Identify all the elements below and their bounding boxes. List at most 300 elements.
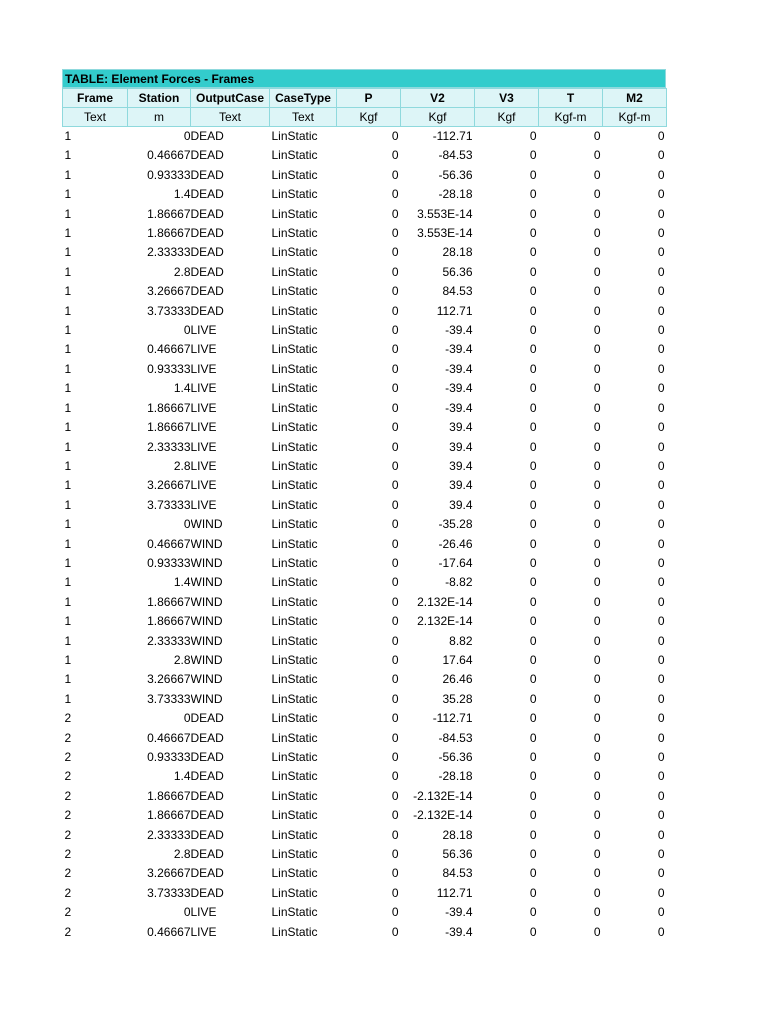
t-cell: 0 [593,420,601,435]
table-row [63,379,667,398]
column-units-row [63,108,667,127]
v3-cell: 0 [529,439,537,454]
m2-cell: 0 [657,517,665,532]
m2-cell: 0 [657,439,665,454]
table-row [63,787,667,806]
outputcase-cell: WIND [190,517,223,532]
p-cell: 0 [391,323,399,338]
v2-cell: -8.82 [445,575,473,590]
p-cell: 0 [391,808,399,823]
v2-cell: -28.18 [438,187,473,202]
frame-cell: 1 [64,148,72,163]
m2-cell: 0 [657,206,665,221]
casetype-cell: LinStatic [271,439,318,454]
casetype-cell: LinStatic [271,691,318,706]
outputcase-cell: LIVE [190,400,217,415]
v2-cell: 17.64 [442,652,473,667]
casetype-cell: LinStatic [271,458,318,473]
p-cell: 0 [391,750,399,764]
v3-cell: 0 [529,555,537,570]
col-header-v3: V3 [475,89,539,108]
frame-cell: 1 [64,264,72,279]
table-row [63,884,667,903]
frame-cell: 1 [64,400,72,415]
p-cell: 0 [391,847,399,862]
m2-cell: 0 [657,478,665,493]
station-cell: 1.86667 [147,808,191,823]
v2-cell: -35.28 [438,517,473,532]
m2-cell: 0 [657,361,665,376]
p-cell: 0 [391,167,399,182]
p-cell: 0 [391,788,399,803]
p-cell: 0 [391,536,399,551]
m2-cell: 0 [657,400,665,415]
t-cell: 0 [593,284,601,299]
frame-cell: 1 [64,303,72,318]
t-cell: 0 [593,750,601,764]
outputcase-cell: LIVE [190,458,217,473]
col-header-t: T [539,89,603,108]
p-cell: 0 [391,672,399,687]
table-row [63,185,667,204]
v2-cell: -39.4 [445,400,473,415]
outputcase-cell: DEAD [190,730,224,745]
v3-cell: 0 [529,458,537,473]
p-cell: 0 [391,226,399,241]
p-cell: 0 [391,575,399,590]
v2-cell: -112.71 [432,711,473,726]
casetype-cell: LinStatic [271,866,318,881]
t-cell: 0 [593,788,601,803]
v3-cell: 0 [529,866,537,881]
outputcase-cell: LIVE [190,439,217,454]
table-row [63,690,667,709]
unit-station: m [128,108,191,127]
station-cell: 0.93333 [147,555,191,570]
t-cell: 0 [593,478,601,493]
table-row [63,612,667,631]
casetype-cell: LinStatic [271,497,318,512]
m2-cell: 0 [657,129,665,143]
p-cell: 0 [391,400,399,415]
m2-cell: 0 [657,148,665,163]
casetype-cell: LinStatic [271,827,318,842]
unit-t: Kgf-m [539,108,603,127]
t-cell: 0 [593,614,601,629]
casetype-cell: LinStatic [271,575,318,590]
p-cell: 0 [391,730,399,745]
casetype-cell: LinStatic [271,167,318,182]
table-row [63,302,667,321]
outputcase-cell: LIVE [190,361,217,376]
frame-cell: 1 [64,420,72,435]
m2-cell: 0 [657,226,665,241]
col-header-p: P [337,89,401,108]
frame-cell: 1 [64,478,72,493]
t-cell: 0 [593,206,601,221]
v3-cell: 0 [529,652,537,667]
table-row [63,282,667,301]
frame-cell: 2 [64,847,72,862]
table-row [63,573,667,592]
outputcase-cell: DEAD [190,245,224,260]
t-cell: 0 [593,575,601,590]
v2-cell: 56.36 [442,847,473,862]
t-cell: 0 [593,517,601,532]
m2-cell: 0 [657,652,665,667]
frame-cell: 1 [64,381,72,396]
frame-cell: 2 [64,827,72,842]
m2-cell: 0 [657,555,665,570]
v3-cell: 0 [529,361,537,376]
frame-cell: 2 [64,711,72,726]
casetype-cell: LinStatic [271,769,318,784]
station-cell: 0.93333 [147,361,191,376]
frame-cell: 1 [64,323,72,338]
v3-cell: 0 [529,148,537,163]
col-header-frame: Frame [63,89,128,108]
v2-cell: 39.4 [449,420,473,435]
p-cell: 0 [391,769,399,784]
col-header-casetype: CaseType [270,89,337,108]
p-cell: 0 [391,361,399,376]
v2-cell: -56.36 [438,167,473,182]
m2-cell: 0 [657,924,665,939]
t-cell: 0 [593,730,601,745]
table-row [63,903,667,922]
table-row [63,127,667,147]
p-cell: 0 [391,245,399,260]
station-cell: 2.33333 [147,245,191,260]
station-cell: 2.33333 [147,827,191,842]
v2-cell: -28.18 [438,769,473,784]
unit-outputcase: Text [191,108,270,127]
t-cell: 0 [593,264,601,279]
m2-cell: 0 [657,788,665,803]
outputcase-cell: LIVE [190,478,217,493]
v3-cell: 0 [529,885,537,900]
table-row [63,457,667,476]
outputcase-cell: DEAD [190,284,224,299]
v3-cell: 0 [529,284,537,299]
table-row [63,340,667,359]
table-row [63,864,667,883]
m2-cell: 0 [657,342,665,357]
table-row [63,321,667,340]
v2-cell: -2.132E-14 [413,808,473,823]
v3-cell: 0 [529,672,537,687]
v3-cell: 0 [529,323,537,338]
table-row [63,263,667,282]
v2-cell: 39.4 [449,497,473,512]
v3-cell: 0 [529,711,537,726]
v3-cell: 0 [529,245,537,260]
v3-cell: 0 [529,924,537,939]
frame-cell: 2 [64,924,72,939]
table-row [63,146,667,165]
outputcase-cell: DEAD [190,129,224,143]
v3-cell: 0 [529,614,537,629]
v2-cell: -56.36 [438,750,473,764]
v2-cell: 112.71 [436,303,473,318]
casetype-cell: LinStatic [271,361,318,376]
casetype-cell: LinStatic [271,594,318,609]
station-cell: 1.86667 [147,206,191,221]
v3-cell: 0 [529,750,537,764]
m2-cell: 0 [657,614,665,629]
station-cell: 2.8 [173,847,191,862]
v3-cell: 0 [529,187,537,202]
t-cell: 0 [593,323,601,338]
m2-cell: 0 [657,303,665,318]
frame-cell: 1 [64,129,72,143]
v3-cell: 0 [529,730,537,745]
casetype-cell: LinStatic [271,905,318,920]
t-cell: 0 [593,497,601,512]
v2-cell: -39.4 [445,381,473,396]
col-header-m2: M2 [603,89,667,108]
p-cell: 0 [391,652,399,667]
v2-cell: -39.4 [445,323,473,338]
v3-cell: 0 [529,264,537,279]
t-cell: 0 [593,536,601,551]
m2-cell: 0 [657,458,665,473]
station-cell: 2.8 [173,458,191,473]
outputcase-cell: DEAD [190,264,224,279]
v3-cell: 0 [529,478,537,493]
table-row [63,205,667,224]
frame-cell: 2 [64,730,72,745]
frame-cell: 1 [64,633,72,648]
t-cell: 0 [593,827,601,842]
frame-cell: 1 [64,206,72,221]
station-cell: 0.46667 [147,342,191,357]
station-cell: 3.26667 [147,478,191,493]
t-cell: 0 [593,652,601,667]
station-cell: 2.8 [173,264,191,279]
table-row [63,399,667,418]
outputcase-cell: DEAD [190,885,224,900]
station-cell: 0.93333 [147,167,191,182]
outputcase-cell: WIND [190,633,223,648]
outputcase-cell: DEAD [190,788,224,803]
m2-cell: 0 [657,866,665,881]
casetype-cell: LinStatic [271,672,318,687]
unit-v3: Kgf [475,108,539,127]
p-cell: 0 [391,420,399,435]
outputcase-cell: LIVE [190,924,217,939]
outputcase-cell: LIVE [190,905,217,920]
casetype-cell: LinStatic [271,342,318,357]
p-cell: 0 [391,497,399,512]
v3-cell: 0 [529,827,537,842]
casetype-cell: LinStatic [271,264,318,279]
casetype-cell: LinStatic [271,129,318,143]
v3-cell: 0 [529,808,537,823]
casetype-cell: LinStatic [271,206,318,221]
v2-cell: -84.53 [438,148,473,163]
station-cell: 1.4 [173,381,191,396]
element-forces-sheet [62,69,666,942]
outputcase-cell: DEAD [190,226,224,241]
t-cell: 0 [593,439,601,454]
p-cell: 0 [391,594,399,609]
casetype-cell: LinStatic [271,187,318,202]
casetype-cell: LinStatic [271,750,318,764]
table-row [63,496,667,515]
p-cell: 0 [391,885,399,900]
table-row [63,651,667,670]
t-cell: 0 [593,633,601,648]
v2-cell: -39.4 [445,905,473,920]
v2-cell: 28.18 [442,245,473,260]
p-cell: 0 [391,517,399,532]
m2-cell: 0 [657,672,665,687]
p-cell: 0 [391,905,399,920]
casetype-cell: LinStatic [271,614,318,629]
station-cell: 0 [183,517,191,532]
frame-cell: 1 [64,187,72,202]
frame-cell: 1 [64,167,72,182]
table-row [63,554,667,573]
station-cell: 2.33333 [147,439,191,454]
p-cell: 0 [391,691,399,706]
frame-cell: 2 [64,750,72,764]
table-row [63,709,667,728]
v3-cell: 0 [529,517,537,532]
station-cell: 1.86667 [147,788,191,803]
frame-cell: 2 [64,788,72,803]
table-row [63,632,667,651]
outputcase-cell: WIND [190,536,223,551]
casetype-cell: LinStatic [271,400,318,415]
v3-cell: 0 [529,788,537,803]
outputcase-cell: DEAD [190,847,224,862]
casetype-cell: LinStatic [271,478,318,493]
v3-cell: 0 [529,206,537,221]
frame-cell: 2 [64,885,72,900]
v3-cell: 0 [529,303,537,318]
t-cell: 0 [593,672,601,687]
m2-cell: 0 [657,167,665,182]
casetype-cell: LinStatic [271,555,318,570]
v3-cell: 0 [529,847,537,862]
table-row [63,845,667,864]
t-cell: 0 [593,885,601,900]
outputcase-cell: DEAD [190,866,224,881]
station-cell: 0.46667 [147,730,191,745]
m2-cell: 0 [657,575,665,590]
t-cell: 0 [593,342,601,357]
m2-cell: 0 [657,711,665,726]
outputcase-cell: WIND [190,555,223,570]
table-row [63,923,667,942]
station-cell: 3.73333 [147,885,191,900]
casetype-cell: LinStatic [271,885,318,900]
station-cell: 1.4 [173,575,191,590]
table-row [63,224,667,243]
table-row [63,729,667,748]
v2-cell: 39.4 [449,458,473,473]
station-cell: 0 [183,129,191,143]
outputcase-cell: DEAD [190,750,224,764]
frame-cell: 1 [64,575,72,590]
frame-cell: 1 [64,555,72,570]
t-cell: 0 [593,594,601,609]
frame-cell: 1 [64,439,72,454]
station-cell: 2.33333 [147,633,191,648]
frame-cell: 1 [64,614,72,629]
frame-cell: 2 [64,808,72,823]
p-cell: 0 [391,555,399,570]
outputcase-cell: WIND [190,575,223,590]
v2-cell: 39.4 [449,439,473,454]
t-cell: 0 [593,905,601,920]
m2-cell: 0 [657,594,665,609]
p-cell: 0 [391,924,399,939]
station-cell: 0 [183,323,191,338]
casetype-cell: LinStatic [271,652,318,667]
v2-cell: 3.553E-14 [417,226,473,241]
p-cell: 0 [391,478,399,493]
v2-cell: -84.53 [438,730,473,745]
t-cell: 0 [593,769,601,784]
v2-cell: 8.82 [449,633,473,648]
col-header-outputcase: OutputCase [191,89,270,108]
m2-cell: 0 [657,885,665,900]
p-cell: 0 [391,148,399,163]
v2-cell: 2.132E-14 [417,594,473,609]
v2-cell: 112.71 [436,885,473,900]
m2-cell: 0 [657,750,665,764]
t-cell: 0 [593,361,601,376]
v3-cell: 0 [529,342,537,357]
v3-cell: 0 [529,691,537,706]
outputcase-cell: DEAD [190,303,224,318]
p-cell: 0 [391,284,399,299]
m2-cell: 0 [657,769,665,784]
t-cell: 0 [593,303,601,318]
casetype-cell: LinStatic [271,284,318,299]
v2-cell: -112.71 [432,129,473,143]
unit-v2: Kgf [401,108,475,127]
v3-cell: 0 [529,633,537,648]
v3-cell: 0 [529,381,537,396]
station-cell: 3.26667 [147,866,191,881]
unit-m2: Kgf-m [603,108,667,127]
m2-cell: 0 [657,497,665,512]
v2-cell: 56.36 [442,264,473,279]
casetype-cell: LinStatic [271,924,318,939]
m2-cell: 0 [657,536,665,551]
table-row [63,166,667,185]
frame-cell: 1 [64,361,72,376]
outputcase-cell: DEAD [190,808,224,823]
column-names-row [63,89,667,108]
frame-cell: 2 [64,905,72,920]
v2-cell: 35.28 [442,691,473,706]
table-header [63,89,667,127]
v2-cell: -26.46 [438,536,473,551]
casetype-cell: LinStatic [271,711,318,726]
outputcase-cell: LIVE [190,420,217,435]
outputcase-cell: DEAD [190,827,224,842]
p-cell: 0 [391,633,399,648]
t-cell: 0 [593,148,601,163]
outputcase-cell: DEAD [190,167,224,182]
station-cell: 3.73333 [147,497,191,512]
m2-cell: 0 [657,633,665,648]
